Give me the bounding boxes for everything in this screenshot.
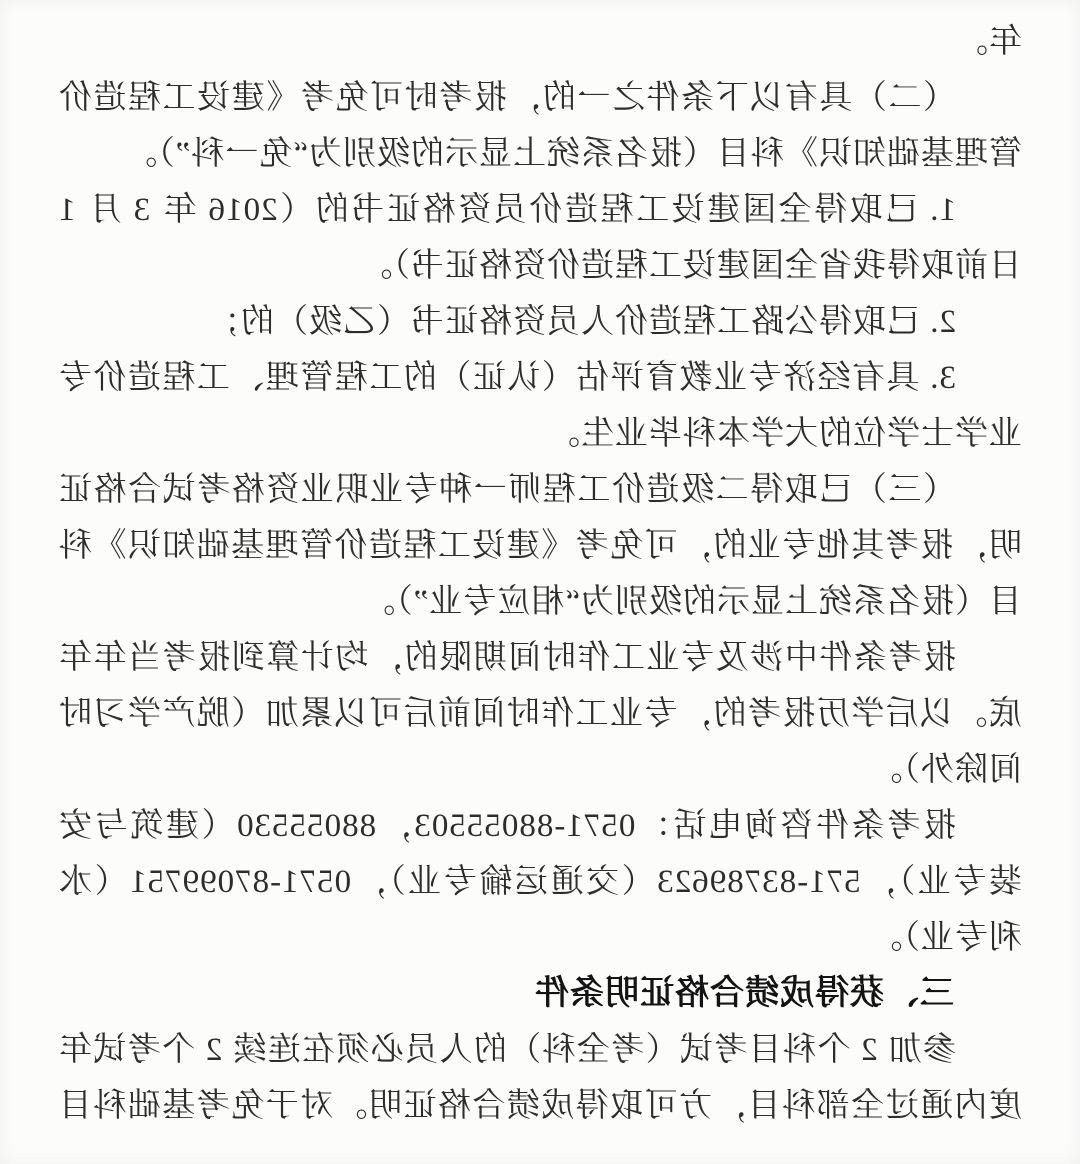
doc-line: 1. 已取得全国建设工程造价员资格证书的（2016 年 3 月 1 (58, 192, 956, 228)
doc-line: 业学士学位的大学本科毕业生。 (546, 416, 1022, 452)
doc-line: 2. 已取得公路工程造价人员资格证书（乙级）的； (206, 304, 956, 340)
doc-line: 目（报名系统上显示的级别为“相应专业”）。 (361, 584, 1022, 620)
doc-line: 年。 (954, 24, 1022, 60)
doc-line: 参加 2 个科目考试（考全科）的人员必须在连续 2 个考试年 (58, 1032, 956, 1068)
doc-line: 底。以后学历报考的，专业工作时间前后可以累加（脱产学习时 (58, 696, 1022, 732)
doc-line: 日前取得我省全国建设工程造价资格证书）。 (358, 248, 1022, 284)
doc-line: 管理基础知识》科目（报名系统上显示的级别为“免一科”）。 (123, 136, 1022, 172)
doc-line: 度内通过全部科目，方可取得成绩合格证明。对于免考基础科目 (58, 1088, 1022, 1124)
doc-line: （三）已取得二级造价工程师一种专业职业资格考试合格证 (58, 472, 956, 508)
doc-line: 明，报考其他专业的，可免考《建设工程造价管理基础知识》科 (58, 528, 1022, 564)
doc-line: 装专业），571-83789623（交通运输专业），0571-87099751（水 (58, 864, 1022, 900)
doc-line: 报考条件中涉及专业工作时间期限的，均计算到报考当年年 (58, 640, 956, 676)
doc-line: 报考条件咨询电话：0571-88055503，88055530（建筑与安 (58, 808, 956, 844)
doc-line: 利专业）。 (868, 920, 1022, 956)
section-heading: 三、获得成绩合格证明条件 (534, 975, 954, 1012)
doc-line: 间除外）。 (868, 752, 1022, 788)
doc-line: （二）具有以下条件之一的，报考时可免考《建设工程造价 (58, 80, 956, 116)
doc-line: 3. 具有经济专业教育评估（认证）的工程管理、工程造价专 (58, 360, 956, 396)
